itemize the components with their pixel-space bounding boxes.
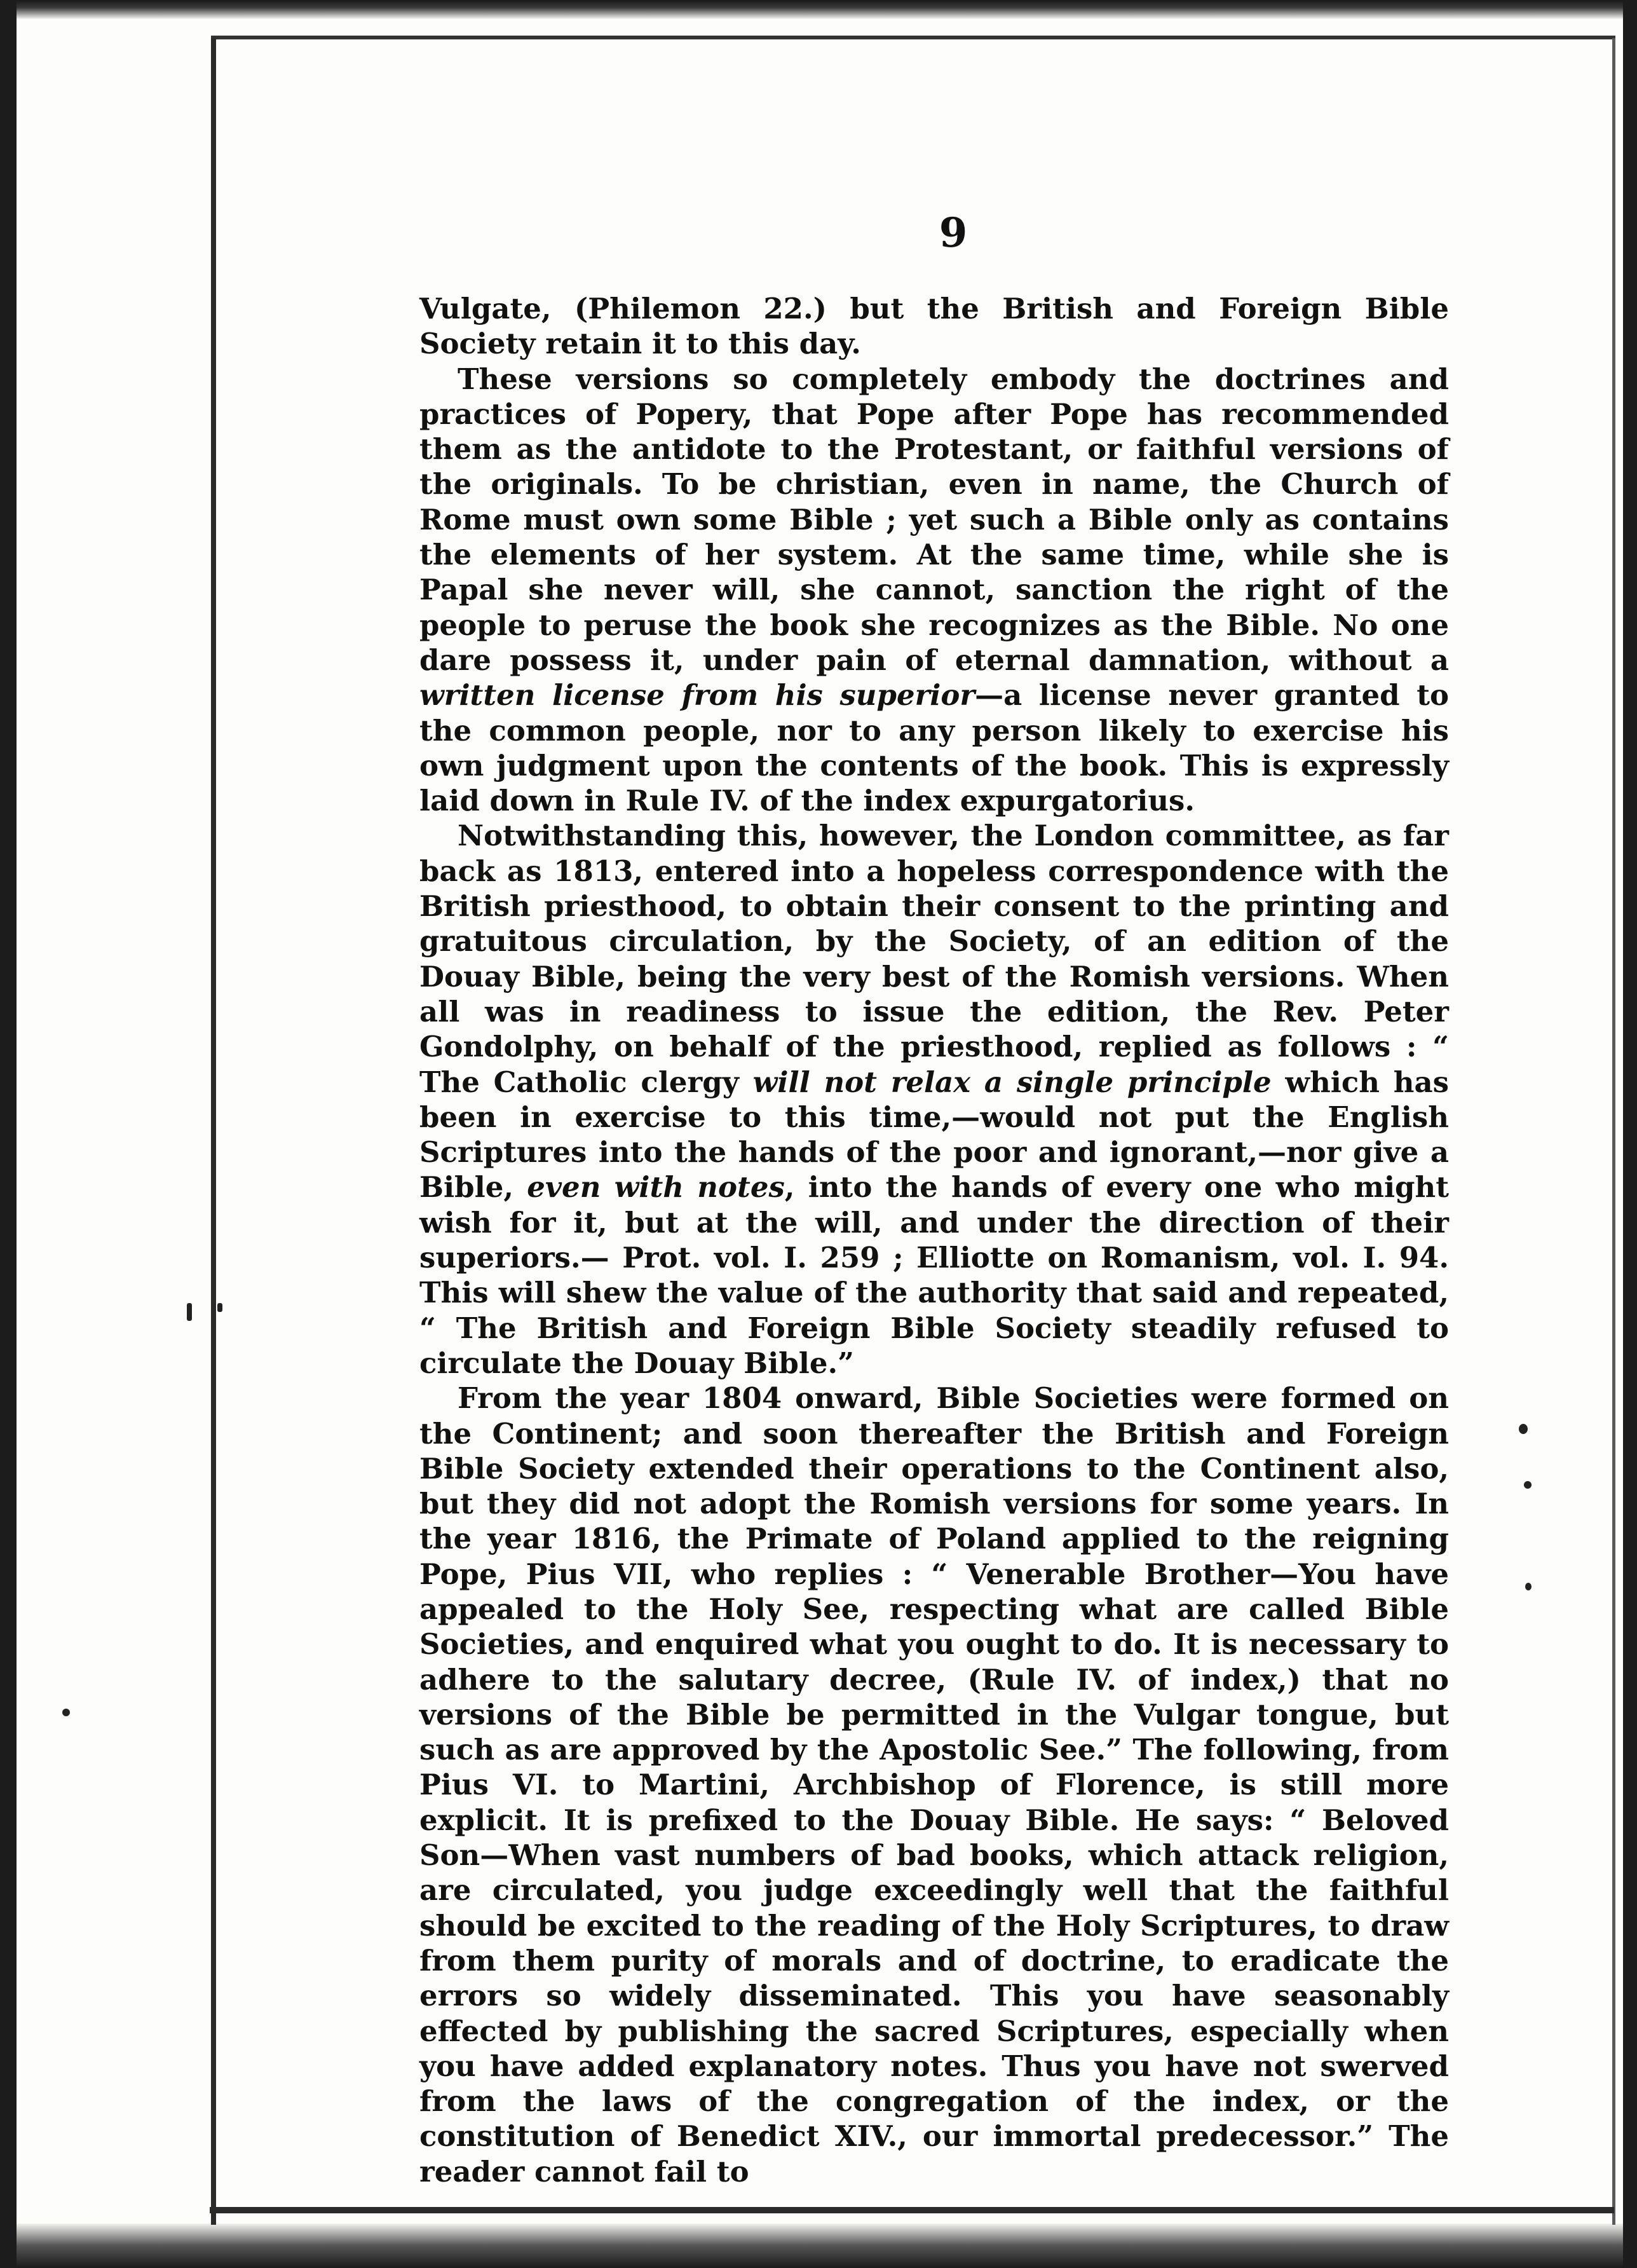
scan-speck [187, 1303, 192, 1321]
text-run: , into the hands of every one who might wish for it, but at the will, and under the direction of their superiors.— Prot. vol. I. 259 ; Elliotte on Romanism, vol. I. 94. This will shew the value of the authority that said and repeated, “ The British and Foreign Bible Society steadily refused to circulate the Douay Bible.” [419, 1170, 1450, 1380]
page-bottom-border [210, 2207, 1614, 2213]
paragraph [419, 362, 1449, 819]
paragraph [419, 1381, 1449, 2189]
scan-edge-left [0, 0, 17, 2268]
scan-speck [1519, 1424, 1528, 1434]
paragraph [419, 818, 1449, 1381]
scan-edge-right [1623, 0, 1637, 2268]
scan-edge-top [0, 0, 1637, 19]
scan-speck [62, 1709, 70, 1716]
scan-speck [1524, 1481, 1532, 1489]
scan-edge-bottom [0, 2224, 1637, 2268]
text-run: Notwithstanding this, however, the London committee, as far back as 1813, entered into a hopeless correspondence with the British priesthood, to obtain their consent to the printing and gratuitous circulation, by the Society, of an edition of the Douay Bible, being the very best of the Romish versions. When all was in readiness to issue the edition, the Rev. Peter Gondolphy, on behalf of the priesthood, replied as follows : “ The Catholic clergy [419, 819, 1449, 1099]
italic-text-run: written license from his superior [419, 678, 975, 713]
text-run: Vulgate, (Philemon 22.) but the British and Foreign Bible Society retain it to this day. [419, 292, 1449, 361]
page-number: 9 [939, 209, 968, 257]
italic-text-run: even with notes [527, 1170, 785, 1205]
page-gutter-border [211, 38, 216, 2225]
body-text [419, 291, 1449, 2189]
page-right-border [1612, 38, 1615, 2225]
text-run: —a license never granted to the common people, nor to any person likely to exercise his own judgment upon the contents of the book. This is expressly laid down in Rule IV. of the index expurgatorius. [419, 678, 1449, 818]
italic-text-run: will not relax a single principle [752, 1065, 1272, 1099]
page-top-border [211, 36, 1615, 39]
scan-speck [1525, 1583, 1532, 1590]
text-run: From the year 1804 onward, Bible Societies were formed on the Continent; and soon thereafter the British and Foreign Bible Society extended their operations to the Continent also, but they did not adopt the Romish versions for some years. In the year 1816, the Primate of Poland applied to the reigning Pope, Pius VII, who replies : “ Venerable Brother—You have appealed to the Holy See, respecting what are called Bible Societies, and enquired what you ought to do. It is necessary to adhere to the salutary decree, (Rule IV. of index,) that no versions of the Bible be permitted in the Vulgar tongue, but such as are approved by the Apostolic See.” The following, from Pius VI. to Martini, Archbishop of Florence, is still more explicit. It is prefixed to the Douay Bible. He says: “ Beloved Son—When vast numbers of bad books, which attack religion, are circulated, you judge exceedingly well that the faithful should be excited to the reading of the Holy Scriptures, to draw from them purity of morals and of doctrine, to eradicate the errors so widely disseminated. This you have seasonably effected by publishing the sacred Scriptures, especially when you have added explanatory notes. Thus you have not swerved from the laws of the congregation of the index, or the constitution of Benedict XIV., our immortal predecessor.” The reader cannot fail to [419, 1381, 1449, 2189]
text-run: These versions so completely embody the doctrines and practices of Popery, that Pope after Pope has recommended them as the antidote to the Protestant, or faithful versions of the originals. To be christian, even in name, the Church of Rome must own some Bible ; yet such a Bible only as contains the elements of her system. At the same time, while she is Papal she never will, she cannot, sanction the right of the people to peruse the book she recognizes as the Bible. No one dare possess it, under pain of eternal damnation, without a [419, 362, 1449, 677]
scan-speck [217, 1303, 222, 1312]
text-run: which has been in exercise to this time,—would not put the English Scriptures into the hands of the poor and ignorant,—nor give a Bible, [419, 1065, 1449, 1205]
paragraph [419, 291, 1449, 362]
